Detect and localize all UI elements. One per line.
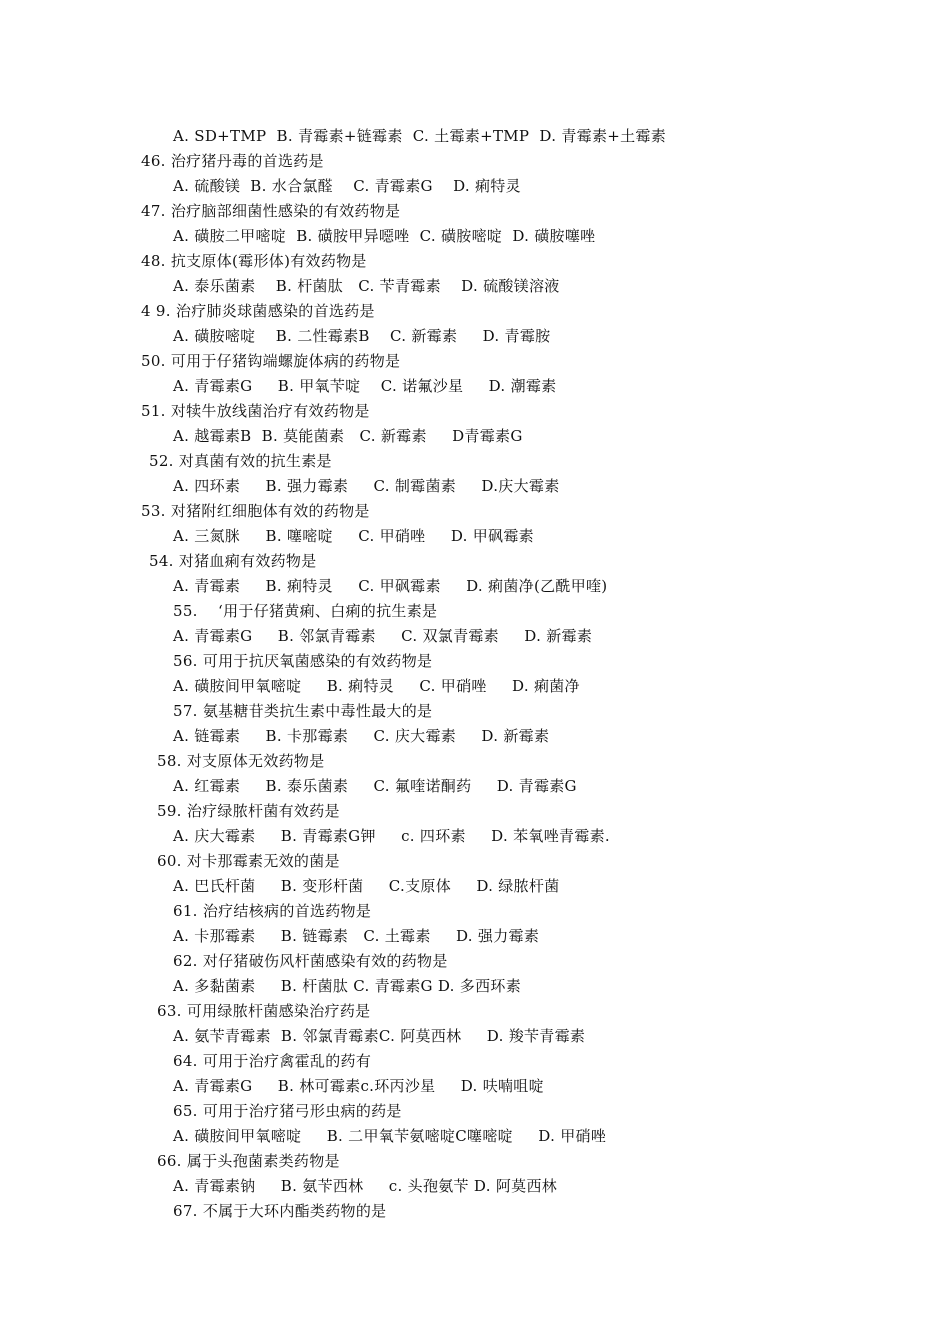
question-64: 64. 可用于治疗禽霍乱的药有 bbox=[173, 1052, 372, 1070]
question-53: 53. 对猪附红细胞体有效的药物是 bbox=[141, 502, 370, 520]
question-67: 67. 不属于大环内酯类药物的是 bbox=[173, 1202, 387, 1220]
answer-options-62: A. 多黏菌素 B. 杆菌肽 C. 青霉素G D. 多西环素 bbox=[173, 977, 521, 995]
question-56: 56. 可用于抗厌氧菌感染的有效药物是 bbox=[173, 652, 433, 670]
answer-options-54: A. 青霉素 B. 痢特灵 C. 甲砜霉素 D. 痢菌净(乙酰甲喹) bbox=[173, 577, 608, 595]
question-47: 47. 治疗脑部细菌性感染的有效药物是 bbox=[141, 202, 401, 220]
answer-options-61: A. 卡那霉素 B. 链霉素 C. 土霉素 D. 强力霉素 bbox=[173, 927, 540, 945]
answer-options-51: A. 越霉素B B. 莫能菌素 C. 新霉素 D青霉素G bbox=[173, 427, 523, 445]
question-50: 50. 可用于仔猪钩端螺旋体病的药物是 bbox=[141, 352, 401, 370]
question-66: 66. 属于头孢菌素类药物是 bbox=[157, 1152, 340, 1170]
answer-options-64: A. 青霉素G B. 林可霉素c.环丙沙星 D. 呋喃咀啶 bbox=[173, 1077, 544, 1095]
answer-options-63: A. 氨苄青霉素 B. 邻氯青霉素C. 阿莫西林 D. 羧苄青霉素 bbox=[173, 1027, 586, 1045]
question-57: 57. 氨基糖苷类抗生素中毒性最大的是 bbox=[173, 702, 433, 720]
answer-options-56: A. 磺胺间甲氧嘧啶 B. 痢特灵 C. 甲硝唑 D. 痢菌净 bbox=[173, 677, 580, 695]
answer-options-53: A. 三氮脒 B. 噻嘧啶 C. 甲硝唑 D. 甲砜霉素 bbox=[173, 527, 534, 545]
question-46: 46. 治疗猪丹毒的首选药是 bbox=[141, 152, 324, 170]
answer-options-52: A. 四环素 B. 强力霉素 C. 制霉菌素 D.庆大霉素 bbox=[173, 477, 560, 495]
answer-options-66: A. 青霉素钠 B. 氨苄西林 c. 头孢氨苄 D. 阿莫西林 bbox=[173, 1177, 558, 1195]
question-48: 48. 抗支原体(霉形体)有效药物是 bbox=[141, 252, 367, 270]
question-54: 54. 对猪血痢有效药物是 bbox=[149, 552, 317, 570]
answer-options-45: A. SD+TMP B. 青霉素+链霉素 C. 土霉素+TMP D. 青霉素+土霉素 bbox=[173, 127, 667, 145]
answer-options-59: A. 庆大霉素 B. 青霉素G钾 c. 四环素 D. 苯氧唑青霉素. bbox=[173, 827, 610, 845]
question-51: 51. 对犊牛放线菌治疗有效药物是 bbox=[141, 402, 370, 420]
answer-options-60: A. 巴氏杆菌 B. 变形杆菌 C.支原体 D. 绿脓杆菌 bbox=[173, 877, 560, 895]
answer-options-46: A. 硫酸镁 B. 水合氯醛 C. 青霉素G D. 痢特灵 bbox=[173, 177, 521, 195]
answer-options-57: A. 链霉素 B. 卡那霉素 C. 庆大霉素 D. 新霉素 bbox=[173, 727, 550, 745]
question-62: 62. 对仔猪破伤风杆菌感染有效的药物是 bbox=[173, 952, 448, 970]
answer-options-49: A. 磺胺嘧啶 B. 二性霉素B C. 新霉素 D. 青霉胺 bbox=[173, 327, 551, 345]
question-61: 61. 治疗结核病的首选药物是 bbox=[173, 902, 372, 920]
question-65: 65. 可用于治疗猪弓形虫病的药是 bbox=[173, 1102, 402, 1120]
question-55: 55. ‘用于仔猪黄痢、白痢的抗生素是 bbox=[173, 602, 438, 620]
answer-options-50: A. 青霉素G B. 甲氧苄啶 C. 诺氟沙星 D. 潮霉素 bbox=[173, 377, 557, 395]
answer-options-48: A. 泰乐菌素 B. 杆菌肽 C. 苄青霉素 D. 硫酸镁溶液 bbox=[173, 277, 560, 295]
question-63: 63. 可用绿脓杆菌感染治疗药是 bbox=[157, 1002, 371, 1020]
question-58: 58. 对支原体无效药物是 bbox=[157, 752, 325, 770]
question-60: 60. 对卡那霉素无效的菌是 bbox=[157, 852, 340, 870]
answer-options-55: A. 青霉素G B. 邻氯青霉素 C. 双氯青霉素 D. 新霉素 bbox=[173, 627, 593, 645]
answer-options-58: A. 红霉素 B. 泰乐菌素 C. 氟喹诺酮药 D. 青霉素G bbox=[173, 777, 577, 795]
question-59: 59. 治疗绿脓杆菌有效药是 bbox=[157, 802, 340, 820]
question-49: 4 9. 治疗肺炎球菌感染的首选药是 bbox=[141, 302, 375, 320]
answer-options-47: A. 磺胺二甲嘧啶 B. 磺胺甲异噁唑 C. 磺胺嘧啶 D. 磺胺噻唑 bbox=[173, 227, 596, 245]
answer-options-65: A. 磺胺间甲氧嘧啶 B. 二甲氧苄氨嘧啶C噻嘧啶 D. 甲硝唑 bbox=[173, 1127, 607, 1145]
question-52: 52. 对真菌有效的抗生素是 bbox=[149, 452, 332, 470]
